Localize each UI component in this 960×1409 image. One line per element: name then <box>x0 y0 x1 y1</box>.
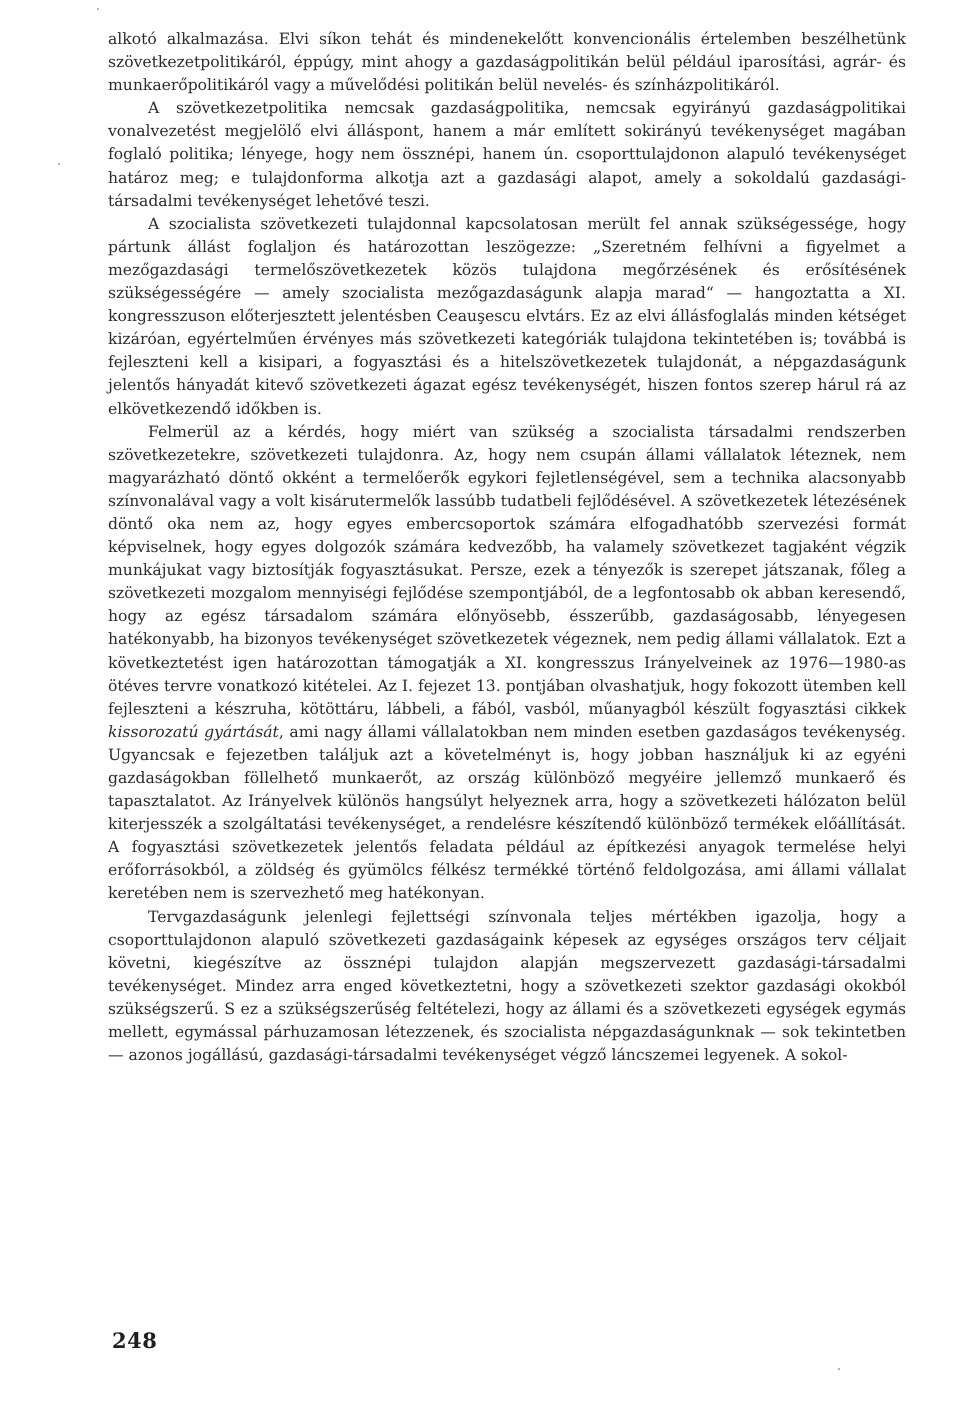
paragraph-text: Felmerül az a kérdés, hogy miért van szükség a szocialista társadalmi rendszerben szövetkezetekre, szövetkezeti tulajdonra. Az, hogy nem csupán állami vállalatok léteznek, nem magyarázható döntő okként a termelőerők egykori fejletlenségével, sem a technika alacsonyabb színvonalával vagy a volt kisárutermelők lassúbb tudatbeli fejlődésével. A szövetkezetek létezésének döntő oka nem az, hogy egyes embercsoportok számára elfogadhatóbb szervezési formát képviselnek, hogy egyes dolgozók számára kedvezőbb, ha valamely szövetkezet tagjaként végzik munkájukat vagy biztosítják fogyasztásukat. Persze, ezek a tényezők is szerepet játszanak, főleg a szövetkezeti mozgalom mennyiségi fejlődése szempontjából, de a legfontosabb ok abban keresendő, hogy az egész társadalom számára előnyösebb, ésszerűbb, gazdaságosabb, lényegesen hatékonyabb, ha bizonyos tevékenységet szövetkezetek végeznek, nem pedig állami vállalatok. Ezt a következtetést igen határozottan támogatják a XI. kongresszus Irányelveinek az 1976—1980-as ötéves tervre vonatkozó kitételei. Az I. fejezet 13. pontjában olvashatjuk, hogy fokozott ütemben kell fejleszteni a készruha, kötöttáru, lábbeli, a fából, vasból, műanyagból készült fogyasztási cikkek <box>108 422 906 718</box>
paragraph-text: Tervgazdaságunk jelenlegi fejlettségi színvonala teljes mértékben igazolja, hogy a csoporttulajdonon alapuló szövetkezeti gazdaságaink képesek az egységes országos terv céljait követni, kiegészítve az össznépi tulajdon alapján megszervezett gazdasági-társadalmi tevékenységet. Mindez arra enged következtetni, hogy a szövetkezeti szektor gazdasági okokból szükségszerű. S ez a szükségszerűség feltételezi, hogy az állami és a szövetkezeti egységek egymás mellett, egymással párhuzamosan létezzenek, és szocialista népgazdaságunknak — sok tekintetben — azonos jogállású, gazdasági-társadalmi tevékenységet végző láncszemei legyenek. A sokol- <box>108 907 906 1065</box>
paragraph <box>108 213 906 421</box>
scan-speck <box>838 1368 840 1370</box>
paragraph <box>108 28 906 97</box>
page-number: 248 <box>112 1328 158 1353</box>
paragraph-text: A szocialista szövetkezeti tulajdonnal kapcsolatosan merült fel annak szükségessége, hogy pártunk állást foglaljon és határozottan leszögezze: „Szeretném felhívni a figyelmet a mezőgazdasági termelőszövetkezetek közös tulajdona megőrzésének és erősítésének szükségességére — amely szocialista mezőgazdaságunk alapja marad“ — hangoztatta a XI. kongresszuson előterjesztett jelentésben Ceauşescu elvtárs. Ez az elvi állásfoglalás minden kétséget kizáróan, egyértelműen érvényes más szövetkezeti kategóriák tulajdona tekintetében is; továbbá is fejleszteni kell a kisipari, a fogyasztási és a hitelszövetkezetek tulajdonát, a népgazdaságunk jelentős hányadát kitevő szövetkezeti ágazat egész tevékenységét, hiszen fontos szerep hárul rá az elkövetkezendő időkben is. <box>108 214 906 418</box>
page-body-text <box>108 28 906 1067</box>
paragraph-text: A szövetkezetpolitika nemcsak gazdaságpolitika, nemcsak egyirányú gazdaságpolitikai vonalvezetést megjelölő elvi álláspont, hanem a már említett sokirányú tevékenységet magában foglaló politika; lényege, hogy nem össznépi, hanem ún. csoporttulajdonon alapuló tevékenységet határoz meg; e tulajdonforma alkotja azt a gazdasági alapot, amely a sokoldalú gazdasági-társadalmi tevékenységet lehetővé teszi. <box>108 99 906 210</box>
paragraph <box>108 906 906 1068</box>
paragraph-text: alkotó alkalmazása. Elvi síkon tehát és mindenekelőtt konvencionális értelemben beszélhetünk szövetkezetpolitikáról, éppúgy, mint ahogy a gazdaságpolitikán belül például iparosítási, agrár- és munkaerőpolitikáról vagy a művelődési politikán belül nevelés- és színházpolitikáról. <box>108 30 906 95</box>
paragraph <box>108 421 906 906</box>
paragraph <box>108 97 906 212</box>
paragraph-text: , ami nagy állami vállalatokban nem minden esetben gazdaságos tevékenység. Ugyancsak e fejezetben találjuk azt a követelményt is, hogy jobban használjuk ki az egyéni gazdaságokban föllelhető munkaerőt, az ország különböző megyéire jellemző munkaerő és tapasztalatot. Az Irányelvek különös hangsúlyt helyeznek arra, hogy a szövetkezeti hálózaton belül kiterjesszék a szolgáltatási tevékenységet, a rendelésre készítendő különböző termékek előállítását. A fogyasztási szövetkezetek jelentős feladata például az építkezési anyagok termelése helyi erőforrásokból, a zöldség és gyümölcs félkész termékké történő feldolgozása, ami állami vállalat keretében nem is szervezhető meg hatékonyan. <box>108 722 906 903</box>
scan-speck <box>97 8 99 10</box>
emphasized-text: kissorozatú gyártását <box>108 722 279 741</box>
scan-speck <box>58 163 60 165</box>
